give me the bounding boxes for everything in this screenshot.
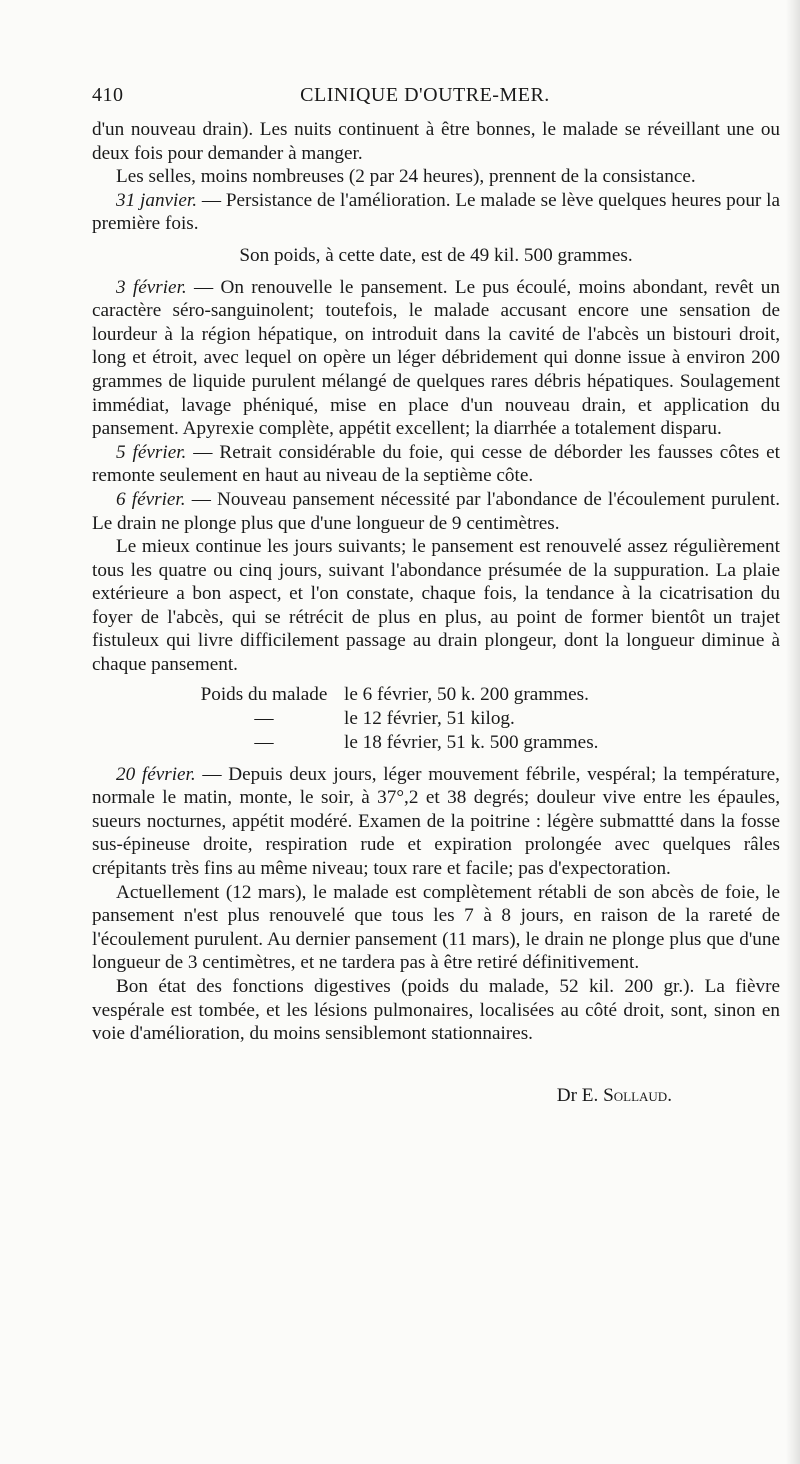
weight-value: le 6 février, 50 k. 200 grammes. bbox=[344, 683, 589, 705]
weight-row bbox=[184, 683, 780, 707]
paragraph-5 bbox=[92, 276, 780, 441]
weight-row bbox=[184, 707, 780, 731]
signature bbox=[92, 1084, 780, 1108]
paragraph-6 bbox=[92, 441, 780, 488]
date-20-fevrier: 20 février. bbox=[116, 763, 196, 785]
signature-prefix: Dr E. bbox=[556, 1084, 604, 1106]
paragraph-7-text: — Nouveau pansement nécessité par l'abondance de l'écoulement purulent. Le drain ne plonge plus que d'une longueur de 9 centimètres. bbox=[92, 488, 780, 534]
body-text bbox=[92, 118, 780, 1107]
date-3-fevrier: 3 février. bbox=[116, 276, 187, 298]
page-edge-shadow bbox=[786, 0, 800, 1464]
weight-value: le 12 février, 51 kilog. bbox=[344, 707, 515, 729]
paragraph-4: Son poids, à cette date, est de 49 kil. 500 grammes. bbox=[239, 244, 633, 266]
page-header bbox=[92, 72, 758, 112]
date-5-fevrier: 5 février. bbox=[116, 441, 187, 463]
weight-lead: Poids du malade bbox=[200, 683, 328, 705]
paragraph-3 bbox=[92, 189, 780, 236]
paragraph-5-text: — On renouvelle le pansement. Le pus écoulé, moins abondant, revêt un caractère séro-sanguinolent; toutefois, le malade accusant encore une sensation de lourdeur à la région hépatique, on introduit dans la cavité de l'abcès un bistouri droit, long et étroit, avec lequel on opère un léger débridement qui donne issue à environ 200 grammes de liquide purulent mélangé de quelques rares débris hépatiques. Soulagement immédiat, lavage phéniqué, mise en place d'un nouveau drain, et application du pansement. Apyrexie complète, appétit excellent; la diarrhée a totalement disparu. bbox=[92, 276, 780, 440]
paragraph-9-text: — Depuis deux jours, léger mouvement fébrile, vespéral; la température, normale le matin, monte, le soir, à 37°,2 et 38 degrés; douleur vive entre les épaules, sueurs nocturnes, appétit modéré. Examen de la poitrine : légère submattté dans la fosse sus-épineuse droite, respiration rude et expiration prolongée avec quelques râles crépitants très fins au même niveau; toux rare et facile; pas d'expectoration. bbox=[92, 763, 780, 880]
paragraph-11: Bon état des fonctions digestives (poids du malade, 52 kil. 200 gr.). La fièvre vespérale est tombée, et les lésions pulmonaires, localisées au côté droit, sont, sinon en voie d'amélioration, du moins sensiblemont stationnaires. bbox=[92, 976, 780, 1045]
paragraph-1: d'un nouveau drain). Les nuits continuent à être bonnes, le malade se réveillant une ou deux fois pour demander à manger. bbox=[92, 119, 780, 164]
paragraph-9 bbox=[92, 763, 780, 881]
date-31-janvier: 31 janvier. bbox=[116, 189, 198, 211]
paragraph-8: Le mieux continue les jours suivants; le pansement est renouvelé assez régulièrement tous les quatre ou cinq jours, suivant l'abondance présumée de la suppuration. La plaie extérieure a bon aspect, et l'on constate, chaque fois, la tendance à la cicatrisation du foyer de l'abcès, qui se rétrécit de plus en plus, au point de former bientôt un trajet fistuleux qui livre difficilement passage au drain plongeur, dont la longueur diminue à chaque pansement. bbox=[92, 536, 780, 676]
paragraph-10: Actuellement (12 mars), le malade est complètement rétabli de son abcès de foie, le pansement n'est plus renouvelé que tous les 7 à 8 jours, en raison de la rareté de l'écoulement purulent. Au dernier pansement (11 mars), le drain ne plonge plus que d'une longueur de 3 centimètres, et ne tardera pas à être retiré définitivement. bbox=[92, 881, 780, 974]
paragraph-3-text: — Persistance de l'amélioration. Le malade se lève quelques heures pour la première fois. bbox=[92, 189, 780, 235]
weight-lead: — bbox=[254, 707, 274, 729]
date-6-fevrier: 6 février. bbox=[116, 488, 186, 510]
weight-value: le 18 février, 51 k. 500 grammes. bbox=[344, 731, 599, 753]
weight-lead: — bbox=[254, 731, 274, 753]
running-title: CLINIQUE D'OUTRE-MER. bbox=[300, 84, 550, 106]
weight-row bbox=[184, 731, 780, 755]
page-number: 410 bbox=[92, 84, 124, 106]
paragraph-6-text: — Retrait considérable du foie, qui cesse de déborder les fausses côtes et remonte seulement en haut au niveau de la septième côte. bbox=[92, 441, 780, 487]
weight-list bbox=[184, 683, 780, 755]
paragraph-2: Les selles, moins nombreuses (2 par 24 heures), prennent de la consistance. bbox=[116, 166, 696, 188]
signature-name: Sollaud. bbox=[603, 1084, 672, 1106]
paragraph-7 bbox=[92, 488, 780, 535]
